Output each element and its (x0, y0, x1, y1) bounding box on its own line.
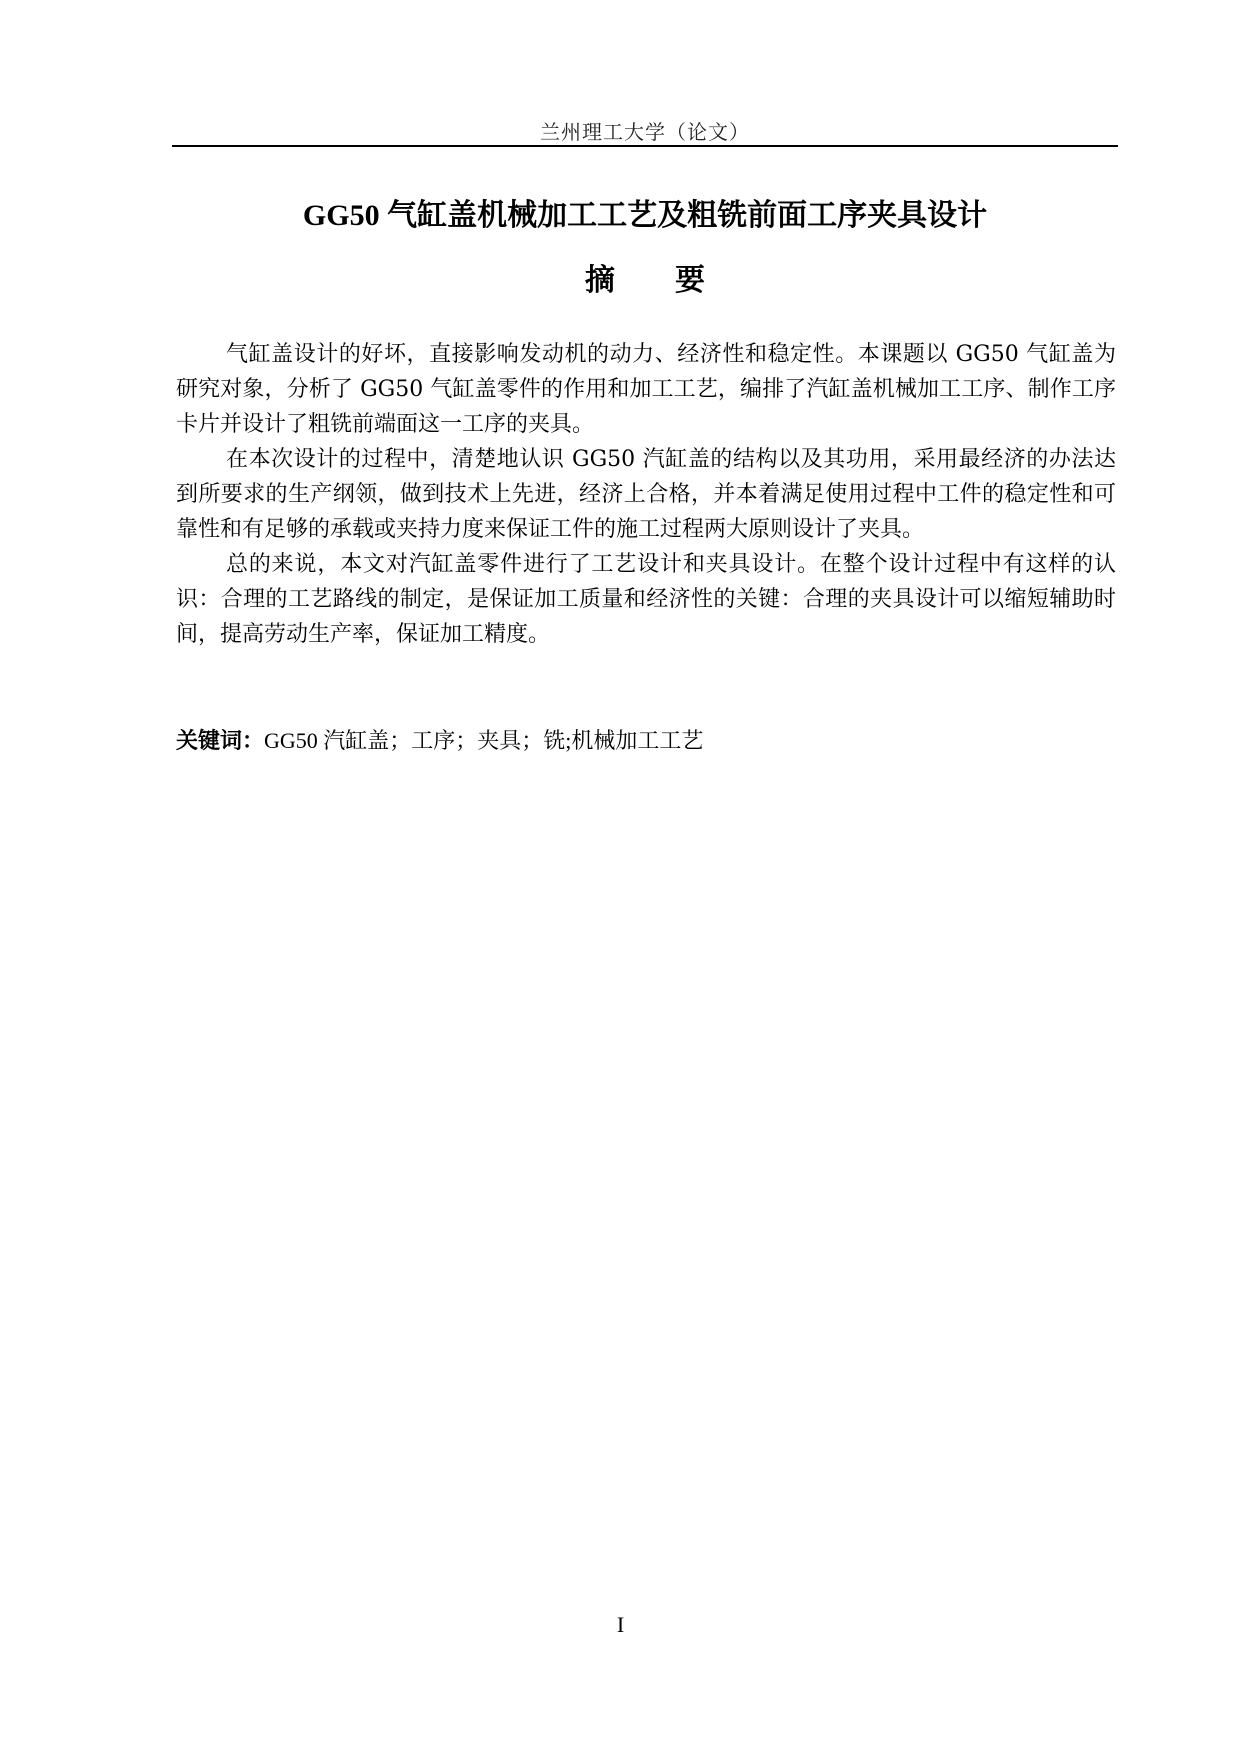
header-divider (172, 145, 1118, 147)
keywords-label: 关键词： (176, 728, 265, 753)
keywords-value: GG50 汽缸盖；工序；夹具；铣;机械加工工艺 (264, 728, 704, 753)
abstract-paragraph: 在本次设计的过程中，清楚地认识 GG50 汽缸盖的结构以及其功用，采用最经济的办法达到所要求的生产纲领，做到技术上先进，经济上合格，并本着满足使用过程中工件的稳定性和可靠性和有足够的承载或夹持力度来保证工件的施工过程两大原则设计了夹具。 (176, 447, 1116, 542)
running-header: 兰州理工大学（论文） (540, 120, 750, 144)
thesis-title: GG50 气缸盖机械加工工艺及粗铣前面工序夹具设计 (302, 199, 988, 232)
abstract-heading: 摘要 (585, 264, 765, 297)
page-number: I (616, 1612, 625, 1637)
abstract-body (176, 337, 1116, 652)
abstract-paragraph: 气缸盖设计的好坏，直接影响发动机的动力、经济性和稳定性。本课题以 GG50 气缸盖为研究对象，分析了 GG50 气缸盖零件的作用和加工工艺，编排了汽缸盖机械加工工序、制作工序卡片并设计了粗铣前端面这一工序的夹具。 (176, 342, 1116, 437)
abstract-paragraph: 总的来说，本文对汽缸盖零件进行了工艺设计和夹具设计。在整个设计过程中有这样的认识：合理的工艺路线的制定，是保证加工质量和经济性的关键：合理的夹具设计可以缩短辅助时间，提高劳动生产率，保证加工精度。 (176, 552, 1116, 647)
keywords-line (176, 724, 1116, 755)
